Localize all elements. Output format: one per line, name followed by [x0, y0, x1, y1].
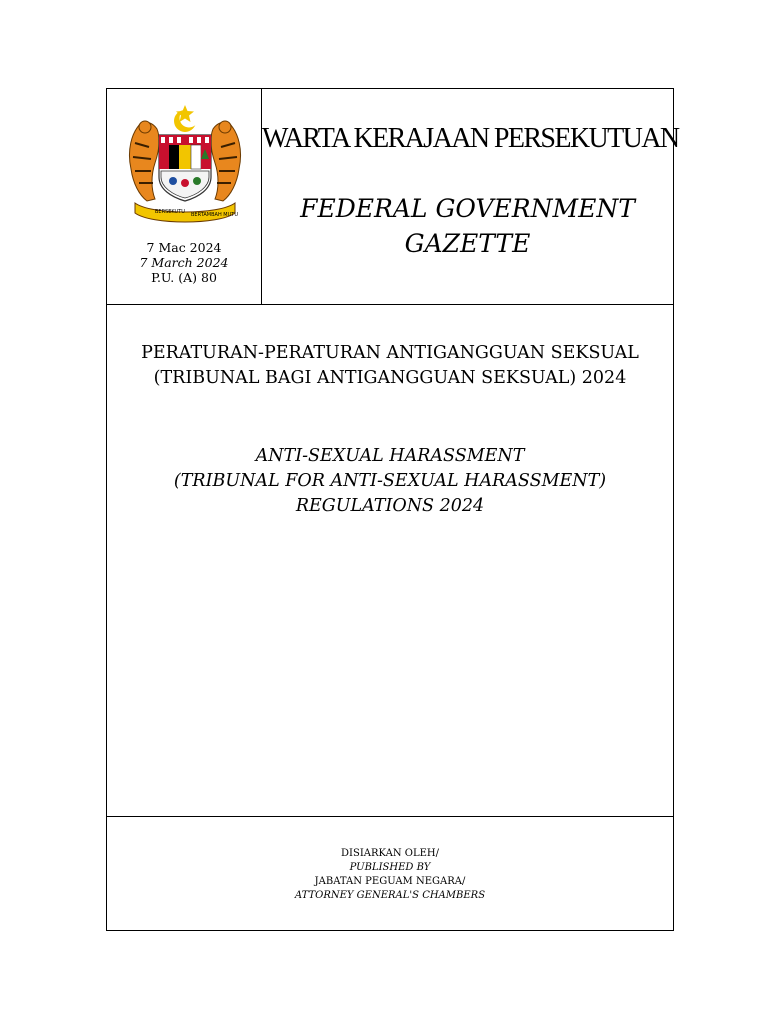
gazette-reference: P.U. (A) 80 — [151, 270, 217, 285]
gazette-cover-frame — [106, 88, 679, 931]
regulation-title-english — [107, 444, 673, 519]
issue-info — [107, 240, 261, 285]
header-row — [107, 89, 679, 305]
gazette-title-english-line2: GAZETTE — [404, 229, 531, 258]
title-cell — [262, 89, 679, 304]
malaysia-coat-of-arms-icon — [121, 103, 249, 227]
regulation-title-malay — [107, 341, 673, 391]
published-by-malay: DISIARKAN OLEH/ — [341, 848, 439, 859]
publisher-footer — [107, 816, 673, 931]
date-english: 7 March 2024 — [139, 255, 229, 270]
regulation-title-malay-line1: PERATURAN-PERATURAN ANTIGANGGUAN SEKSUAL — [141, 343, 639, 363]
motto-left-text: BERSEKUTU — [155, 209, 185, 215]
gazette-title-english-line1: FEDERAL GOVERNMENT — [300, 194, 635, 223]
publisher-name-malay: JABATAN PEGUAM NEGARA/ — [314, 876, 466, 887]
regulation-title-english-line1: ANTI-SEXUAL HARASSMENT — [255, 446, 525, 466]
motto-right-text: BERTAMBAH MUTU — [191, 212, 238, 218]
published-by-english: PUBLISHED BY — [349, 862, 431, 873]
regulation-title-english-line2: (TRIBUNAL FOR ANTI-SEXUAL HARASSMENT) — [173, 471, 607, 491]
regulation-title-english-line3: REGULATIONS 2024 — [295, 496, 485, 516]
crest-cell — [107, 89, 262, 304]
regulation-title-malay-line2: (TRIBUNAL BAGI ANTIGANGGUAN SEKSUAL) 2024 — [153, 368, 627, 388]
date-malay: 7 Mac 2024 — [146, 240, 222, 255]
publisher-name-english: ATTORNEY GENERAL'S CHAMBERS — [294, 890, 486, 901]
gazette-title-malay: WARTA KERAJAAN PERSEKUTUAN — [262, 123, 679, 154]
publisher-info — [107, 847, 673, 903]
gazette-title-english — [262, 191, 673, 261]
